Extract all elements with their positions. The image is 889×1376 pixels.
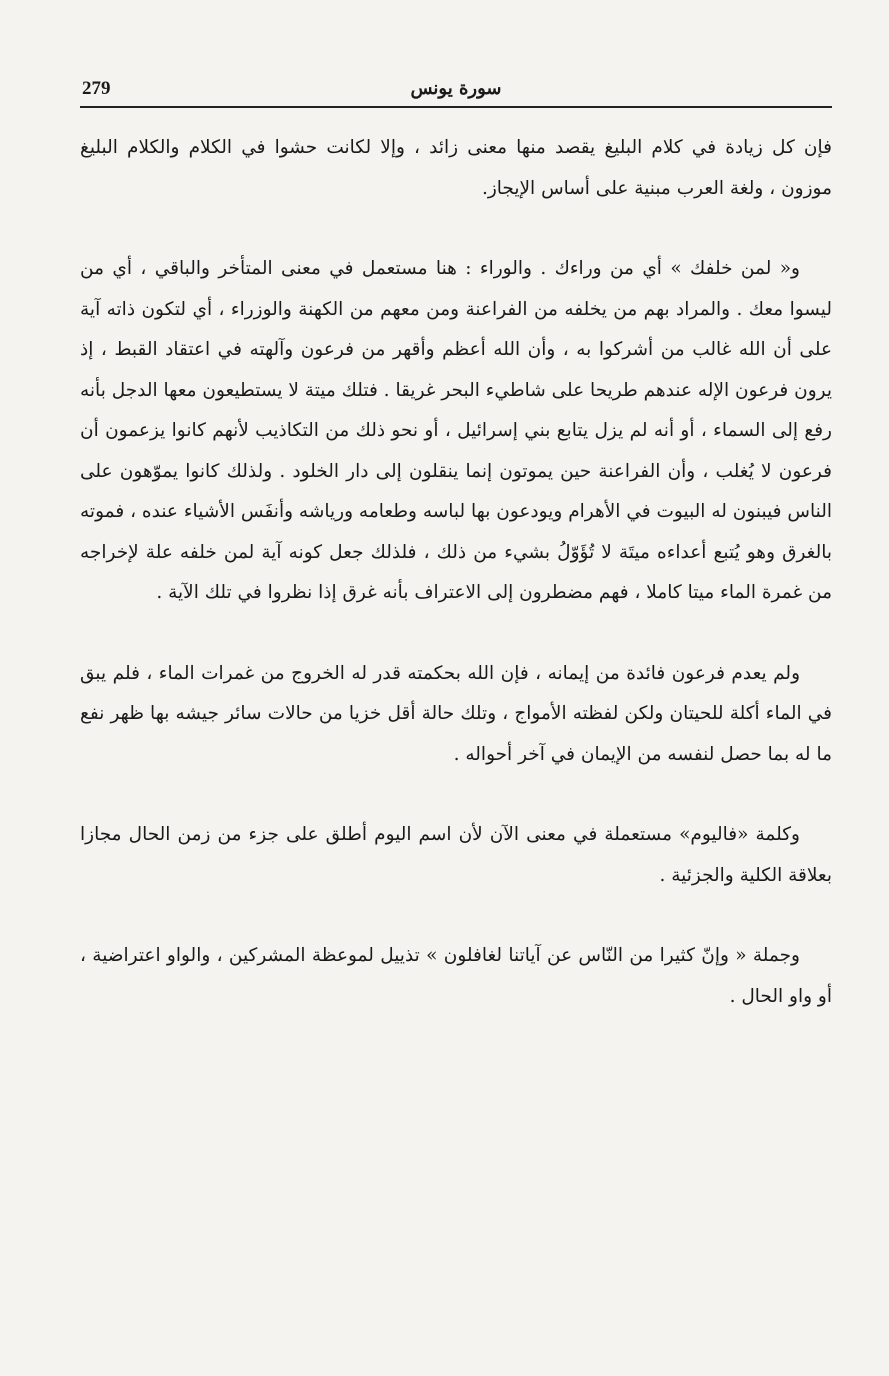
page-header [80, 78, 832, 108]
page-number: 279 [82, 78, 111, 99]
paragraph: وجملة « وإنّ كثيرا من النّاس عن آياتنا لغافلون » تذييل لموعظة المشركين ، والواو اعتراضية ، أو واو الحال . [80, 945, 832, 1007]
paragraph: وكلمة «فاليوم» مستعملة في معنى الآن لأن اسم اليوم أطلق على جزء من زمن الحال مجازا بعلاقة الكلية والجزئية . [80, 824, 832, 886]
paragraph: ولم يعدم فرعون فائدة من إيمانه ، فإن الله بحكمته قدر له الخروج من غمرات الماء ، فلم يبق في الماء أكلة للحيتان ولكن لفظته الأمواج ، وتلك حالة أقل خزيا من حالات سائر جيشه بها ظهر نفع ما له بما حصل لنفسه من الإيمان في آخر أحواله . [80, 662, 832, 765]
running-title: سورة يونس [410, 78, 502, 99]
body-text [80, 128, 832, 1057]
paragraph: فإن كل زيادة في كلام البليغ يقصد منها معنى زائد ، وإلا لكانت حشوا في الكلام والكلام البليغ موزون ، ولغة العرب مبنية على أساس الإيجاز. [80, 137, 832, 199]
paragraph: و« لمن خلفك » أي من وراءك . والوراء : هنا مستعمل في معنى المتأخر والباقي ، أي من ليسوا معك . والمراد بهم من يخلفه من الفراعنة ومن معهم من الكهنة والوزراء ، أي لتكون ذاته آية على أن الله غالب من أشركوا به ، وأن الله أعظم وأقهر من فرعون وآلهته في اعتقاد القبط ، إذ يرون فرعون الإله عندهم طريحا على شاطيء البحر غريقا . فتلك ميتة لا يستطيعون معها الدجل بأنه رفع إلى السماء ، أو أنه لم يزل يتابع بني إسرائيل ، أو نحو ذلك من التكاذيب لأنهم كانوا يزعمون أن فرعون لا يُغلب ، وأن الفراعنة حين يموتون إنما ينقلون إلى دار الخلود . ولذلك كانوا يموّهون على الناس فيبنون له البيوت في الأهرام ويودعون بها لباسه وطعامه ورياشه وأنفَس الأشياء عنده ، فموته بالغرق وهو يُتبع أعداءه ميتَة لا تُؤَوّلُ بشيء من ذلك ، فلذلك جعل كونه آية لمن خلفه علة لإخراجه من غمرة الماء ميتا كاملا ، فهم مضطرون إلى الاعتراف بأنه غرق إذا نظروا في تلك الآية . [79, 258, 832, 603]
